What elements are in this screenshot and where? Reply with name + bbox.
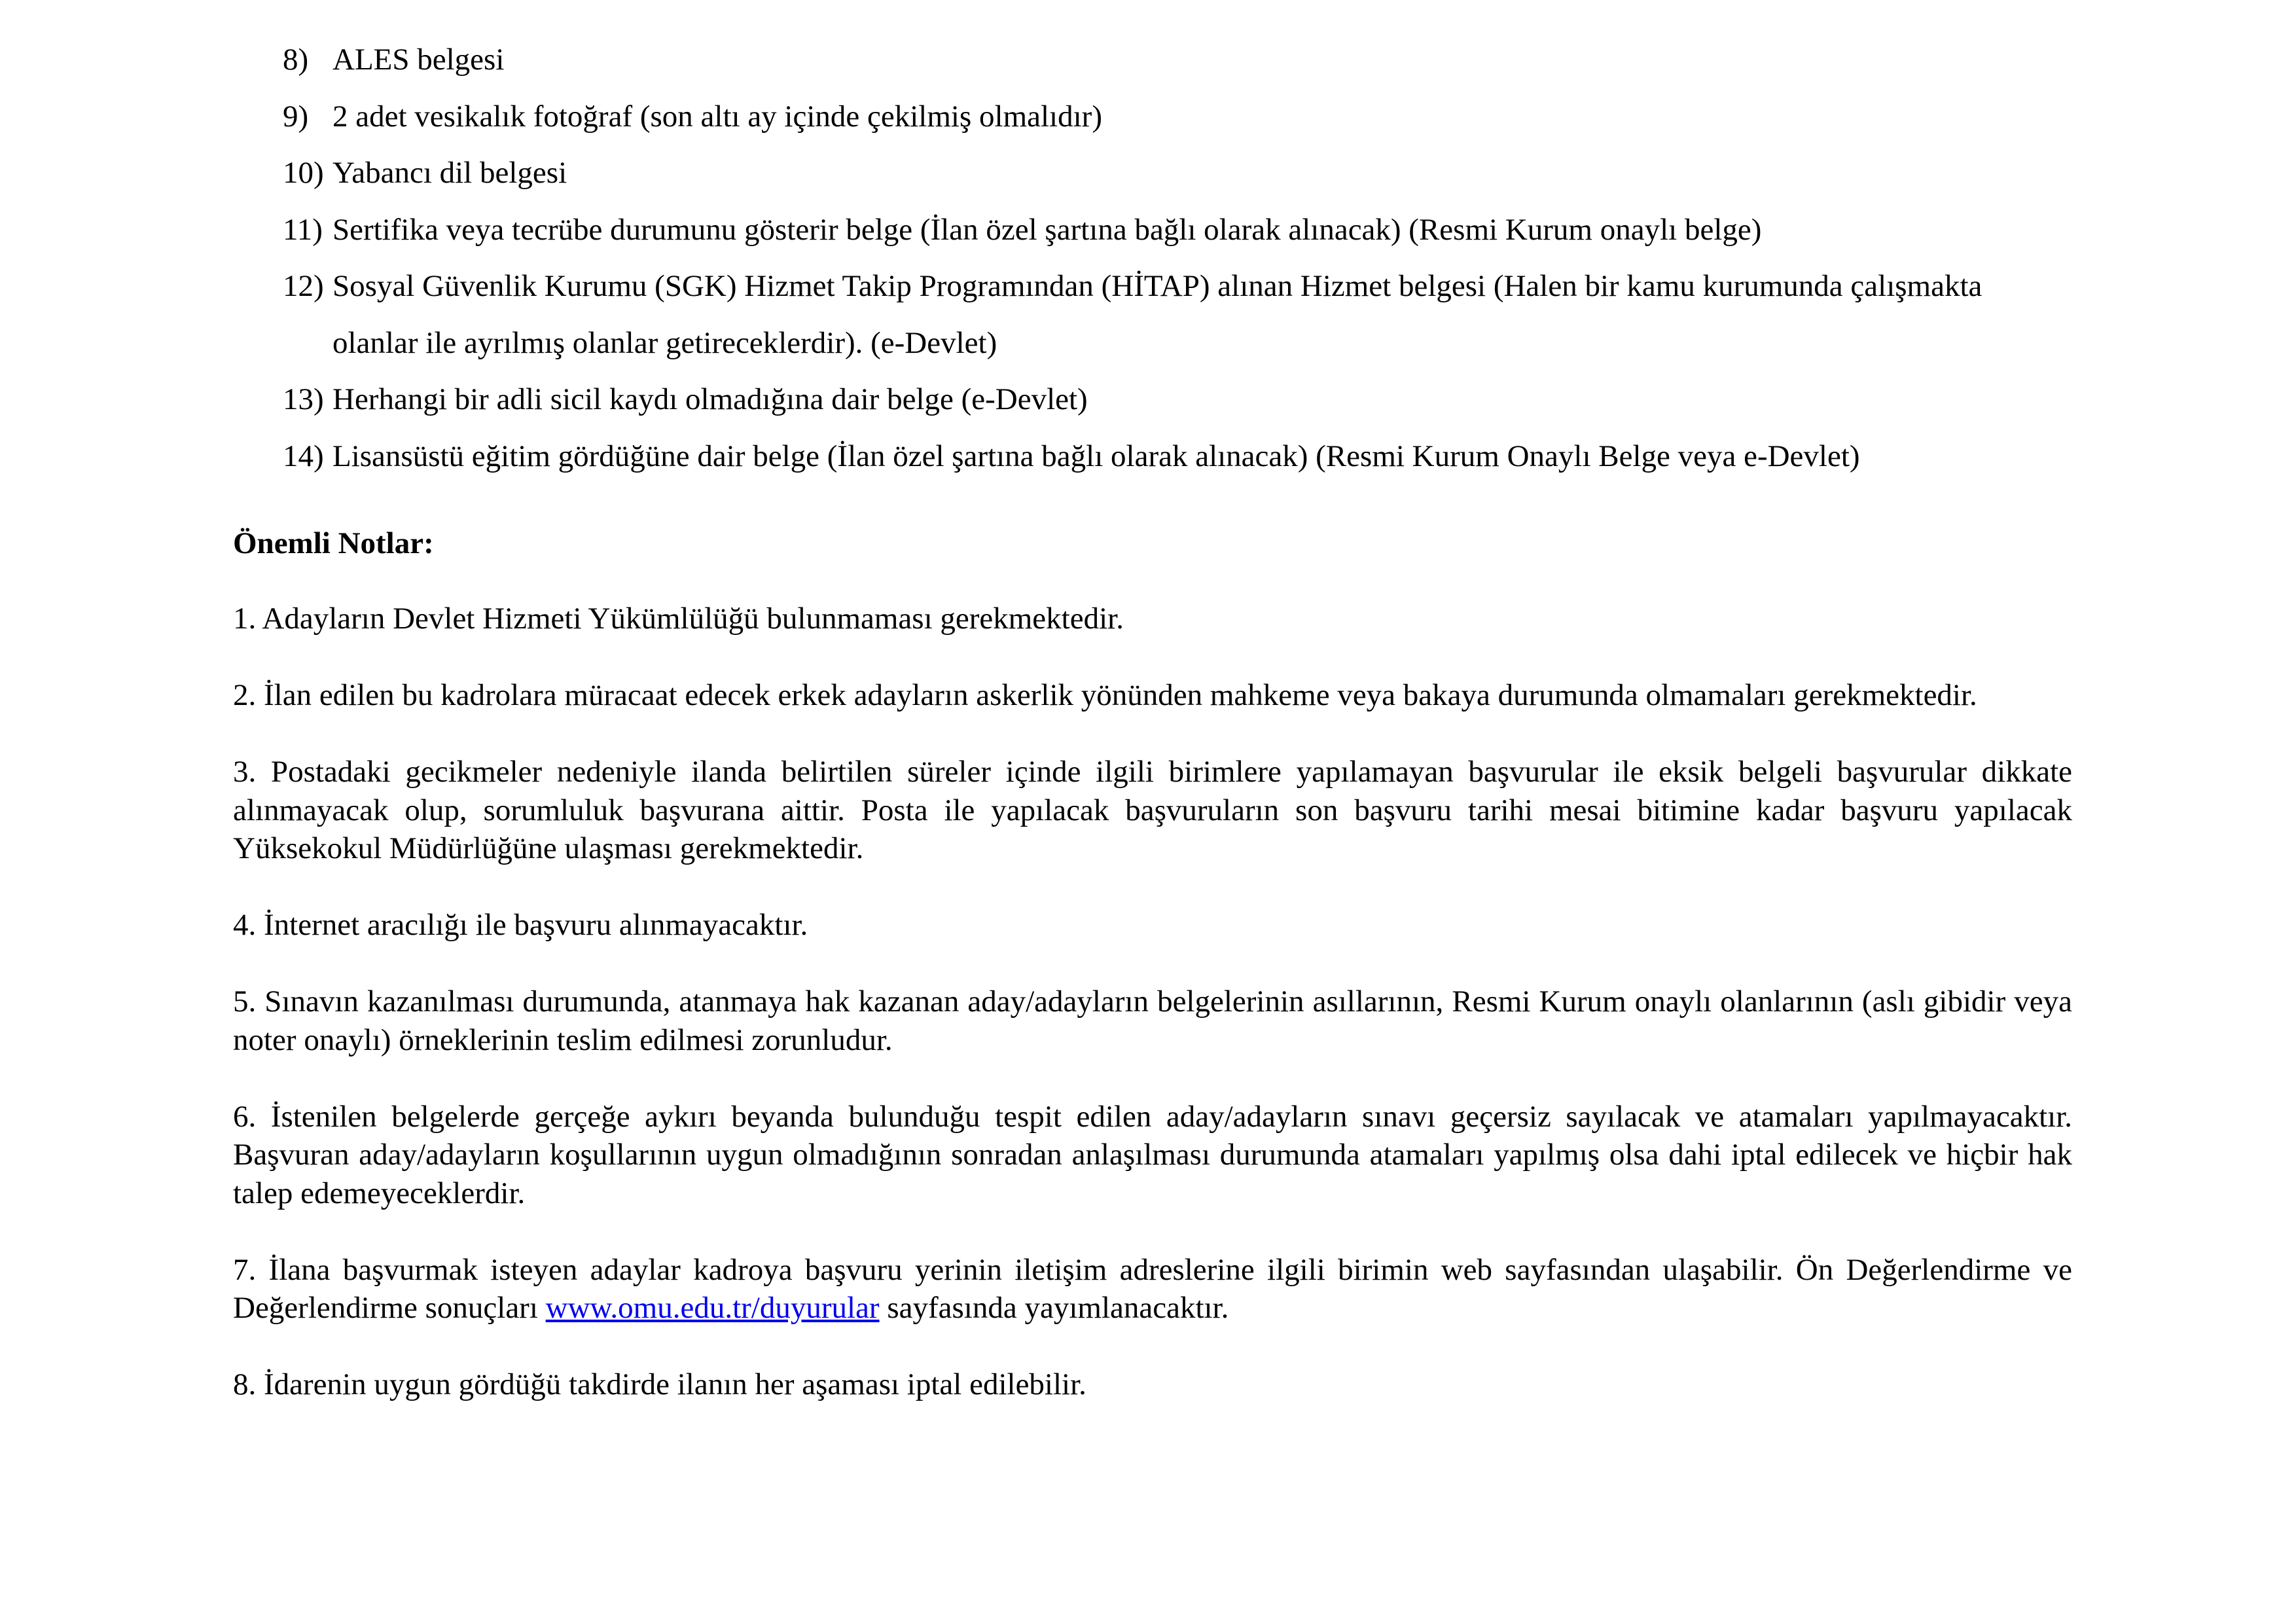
list-item-number: 14) [283,439,324,473]
list-item-text: Lisansüstü eğitim gördüğüne dair belge (İlan özel şartına bağlı olarak alınacak) (Resmi Kurum Onaylı Belge veya e-Devlet) [332,439,1860,473]
list-item [283,88,2063,145]
list-item-number: 12) [283,269,324,303]
list-item-text: ALES belgesi [332,43,505,77]
note-7-text-start: 7. İlana başvurmak isteyen adaylar kadroya başvuru yerinin iletişim adreslerine ilgili birimin web sayfasından ulaşabilir. Ön Değerlendirme ve Değerlendirme sonuçları [233,1252,2072,1325]
list-item [283,202,2063,259]
list-item-number: 8) [283,43,309,77]
note-1: 1. Adayların Devlet Hizmeti Yükümlülüğü bulunmaması gerekmektedir. [233,602,1124,636]
note-6: 6. İstenilen belgelerde gerçeğe aykırı beyanda bulunduğu tespit edilen aday/adayların sınavı geçersiz sayılacak ve atamaları yapılmayacaktır. Başvuran aday/adayların koşullarının uygun olmadığının sonradan anlaşılması durumunda atamaları yapılmış olsa dahi iptal edilecek ve hiçbir hak talep edemeyeceklerdir. [233,1099,2072,1210]
notes-heading: Önemli Notlar: [233,526,434,560]
list-item-text: 2 adet vesikalık fotoğraf (son altı ay içinde çekilmiş olmalıdır) [332,99,1102,134]
note-5: 5. Sınavın kazanılması durumunda, atanmaya hak kazanan aday/adayların belgelerinin asıllarının, Resmi Kurum onaylı olanlarının (aslı gibidir veya noter onaylı) örneklerinin teslim edilmesi zorunludur. [233,984,2072,1057]
list-item-number: 10) [283,156,324,190]
list-item [283,258,2063,371]
note-3: 3. Postadaki gecikmeler nedeniyle ilanda belirtilen süreler içinde ilgili birimlere yapılamayan başvurular ile eksik belgeli başvurular dikkate alınmayacak olup, sorumluluk başvurana aittir. Posta ile yapılacak başvuruların son başvuru tarihi mesai bitimine kadar başvuru yapılacak Yüksekokul Müdürlüğüne ulaşması gerekmektedir. [233,755,2072,865]
note-2: 2. İlan edilen bu kadrolara müracaat edecek erkek adayların askerlik yönünden mahkeme veya bakaya durumunda olmamaları gerekmektedir. [233,678,1977,712]
required-documents-list [283,31,2063,484]
list-item [283,31,2063,88]
list-item-text: Sertifika veya tecrübe durumunu gösterir belge (İlan özel şartına bağlı olarak alınacak) (Resmi Kurum onaylı belge) [332,212,1762,247]
note-4: 4. İnternet aracılığı ile başvuru alınmayacaktır. [233,908,808,942]
note-7 [233,1251,2072,1327]
list-item-text: Herhangi bir adli sicil kaydı olmadığına dair belge (e-Devlet) [332,382,1088,416]
notes-section [233,600,2072,1442]
list-item [283,371,2063,428]
list-item-text: Yabancı dil belgesi [332,156,567,190]
note-7-text-end: sayfasında yayımlanacaktır. [887,1291,1229,1325]
list-item-number: 13) [283,382,324,416]
list-item [283,145,2063,202]
list-item-number: 11) [283,212,323,247]
announcements-link[interactable]: www.omu.edu.tr/duyurular [545,1291,880,1325]
list-item-number: 9) [283,99,309,134]
note-8: 8. İdarenin uygun gördüğü takdirde ilanın her aşaması iptal edilebilir. [233,1367,1086,1401]
list-item-text: Sosyal Güvenlik Kurumu (SGK) Hizmet Takip Programından (HİTAP) alınan Hizmet belgesi (Halen bir kamu kurumunda çalışmakta olanlar ile ayrılmış olanlar getireceklerdir). (e-Devlet) [332,269,1982,360]
list-item [283,428,2063,485]
